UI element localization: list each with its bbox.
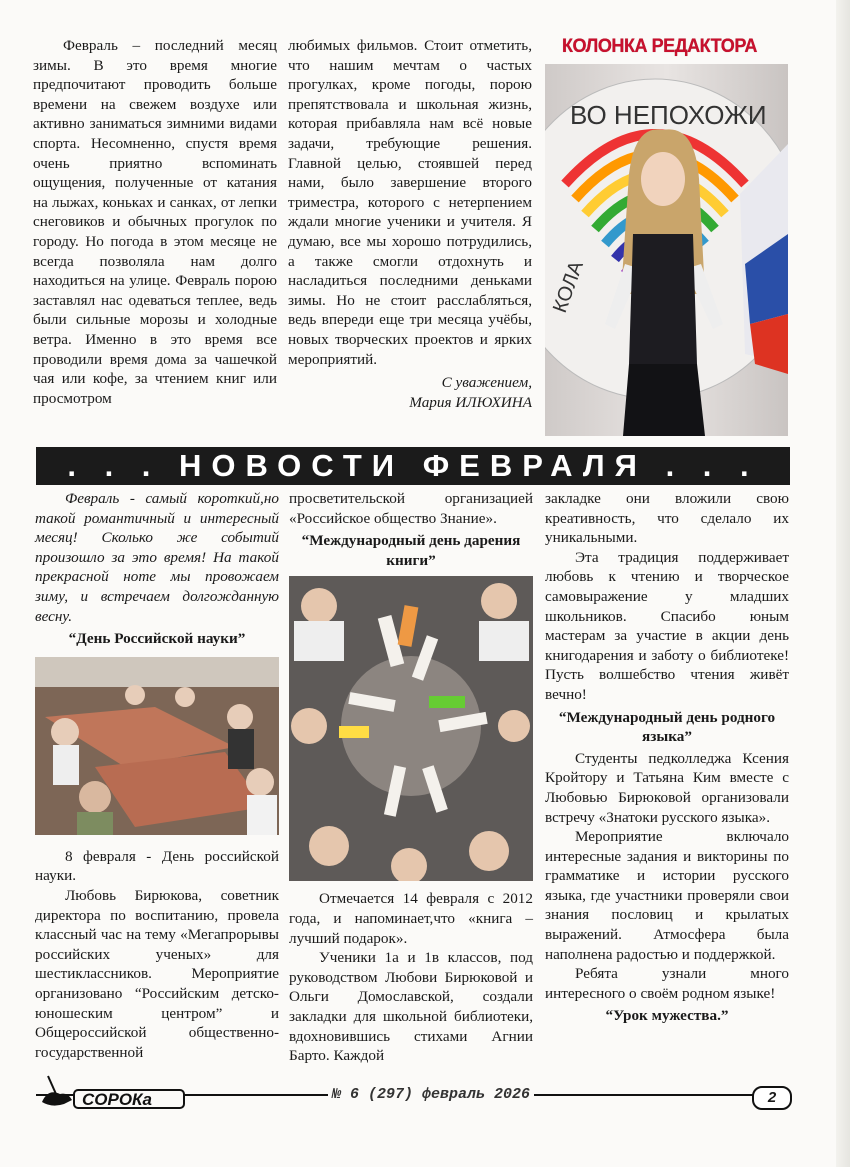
signature-name: Мария ИЛЮХИНА xyxy=(409,393,532,411)
book-day-photo-illustration xyxy=(289,576,533,881)
book-day-photo xyxy=(289,576,533,881)
magpie-logo xyxy=(38,1070,188,1110)
issue-info: № 6 (297) февраль 2026 xyxy=(328,1086,534,1103)
page-number: 2 xyxy=(752,1086,792,1110)
native-language-text2: Мероприятие включало интересные задания и викторины по грамматике и истории русского языка, где участники проверяли свои знания пословиц и крылатых выражений. Атмосфера была наполнена радостью и поддержкой. xyxy=(545,828,789,963)
native-language-heading: “Международный день родного языка” xyxy=(558,708,776,746)
news-intro: Февраль - самый короткий,но такой романтичный и интересный месяц! Сколько же событий произошло за это время! На такой прекрасной ноте мы провожаем зиму, и встречаем долгожданную весну. xyxy=(35,490,279,625)
editor-photo-illustration xyxy=(545,64,788,436)
science-day-photo-illustration xyxy=(35,657,279,835)
science-day-text-continued: просветительской организацией «Российское общество Знание». xyxy=(289,490,533,527)
photo-backdrop-text: ВО НЕПОХОЖИ xyxy=(570,100,767,130)
book-day-heading: “Международный день дарения книги” xyxy=(301,532,521,569)
magpie-bird-icon xyxy=(38,1070,188,1110)
native-language-text1: Студенты педколледжа Ксения Кройтору и Татьяна Ким вместе с Любовью Бирюковой организовали встречу «Знатоки русского языка». xyxy=(545,749,789,826)
news-column-left xyxy=(35,489,279,1069)
photo-backdrop-text-side: КОЛА xyxy=(549,258,588,316)
book-day-date: Отмечается 14 февраля с 2012 года, и напоминает,что «книга – лучший подарок». xyxy=(289,890,533,947)
logo-text: СОРОКа xyxy=(82,1090,152,1109)
book-day-text: Ученики 1а и 1в классов, под руководством Любови Бирюковой и Ольги Домославской, создали закладки для школьной библиотеки, вдохновившись стихами Агнии Барто. Каждой xyxy=(289,949,533,1065)
editor-photo xyxy=(545,64,788,436)
book-day-text-continued: закладке они вложили свою креативность, что сделало их уникальными. xyxy=(545,490,789,547)
editor-column-left xyxy=(33,36,277,436)
science-day-photo xyxy=(35,657,279,835)
science-day-date: 8 февраля - День российской науки. xyxy=(35,847,279,885)
editor-text-part2: любимых фильмов. Стоит отметить, что нашим мечтам о частых прогулках, кроме погоды, порою препятствовала и школьная жизнь, которая прибавляла нам всё новые задачи, требующие решения. Главной целью, стоявшей перед нами, было завершение второго триместра, которого с нетерпением ждали многие ученики и учителя. Я думаю, все мы хорошо потрудились, а также смогли отдохнуть и насладиться последними деньками зимы. Но не стоит расслабляться, ведь впереди еще три месяца учёбы, новых творческих проектов и ярких мероприятий. xyxy=(288,37,532,368)
signature-greeting: С уважением, xyxy=(441,374,532,392)
news-section-banner: . . . НОВОСТИ ФЕВРАЛЯ . . . xyxy=(36,447,790,485)
native-language-text3: Ребята узнали много интересного о своём родном языке! xyxy=(545,965,789,1002)
editor-column-title: КОЛОНКА РЕДАКТОРА xyxy=(562,36,757,57)
news-column-middle xyxy=(289,489,533,1069)
science-day-heading: “День Российской науки” xyxy=(68,630,246,648)
science-day-text: Любовь Бирюкова, советник директора по воспитанию, провела классный час на тему «Мегапрорывы российских ученых» для шестиклассников. Мероприятие организовано “Российским детско-юношеским центром” и Общероссийской общественно-государственной xyxy=(35,886,279,1061)
courage-lesson-heading: “Урок мужества.” xyxy=(605,1007,729,1025)
editor-text-part1: Февраль – последний месяц зимы. В это время многие предпочитают проводить больше времени на свежем воздухе или активно заниматься зимними видами спорта. Несомненно, спустя время очень приятно вспоминать ощущения, полученные от катания на лыжах, коньках и санках, от лепки снеговиков и обычных прогулок по городу. Но погода в этом месяце не всегда позволяла нам долго находиться на улице. Февраль порою заставлял нас одеваться теплее, ведь были сильные морозы и холодные ветра. Именно в это время все проводили время дома за чашечкой чая или кофе, за чтением книг или просмотром xyxy=(33,37,277,407)
editor-column-middle xyxy=(288,36,532,436)
book-day-tradition: Эта традиция поддерживает любовь к чтению и творческое самовыражение у младших школьников. Спасибо юным мастерам за участие в акции день книгодарения и заботу о библиотеке! Пусть волшебство чтения живёт вечно! xyxy=(545,548,789,703)
news-column-right xyxy=(545,489,789,1069)
page-edge-shadow xyxy=(836,0,850,1167)
